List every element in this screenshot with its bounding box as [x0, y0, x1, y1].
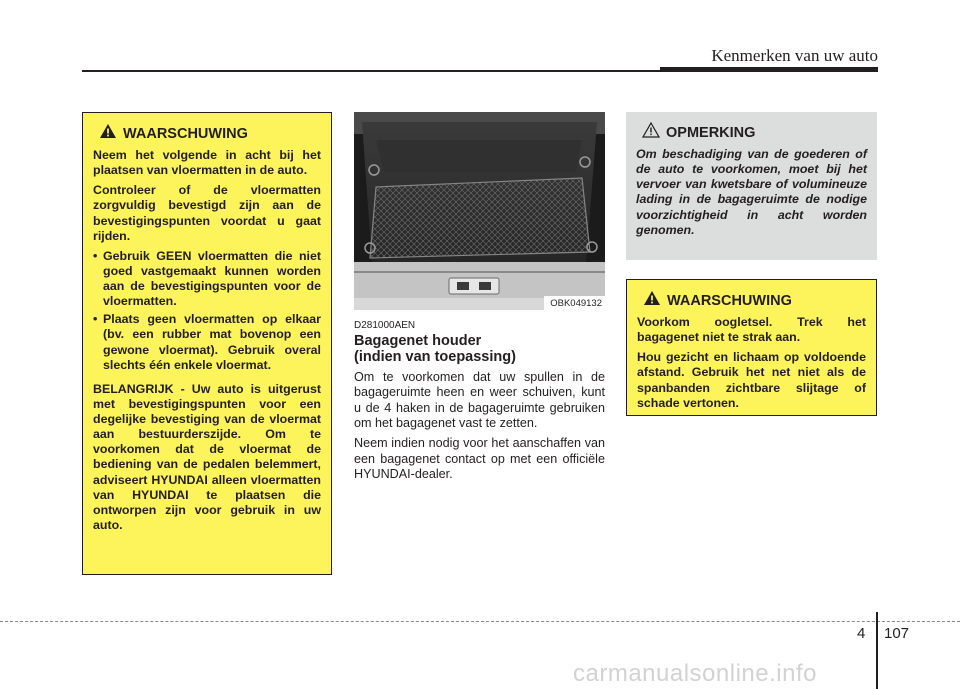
warning-bullet-list [93, 249, 321, 373]
warning-box-floor-mats [82, 112, 332, 575]
figure-caption: OBK049132 [544, 296, 605, 310]
trunk-cargo-net-photo [354, 112, 605, 310]
note-title: OPMERKING [666, 124, 756, 141]
page-number: 107 [884, 625, 910, 642]
warning-triangle-icon [643, 290, 661, 311]
warning-bullet: • Plaats geen vloermatten op elkaar (bv. een rubber mat bovenop een gewone vloermat). Gebruik overal slechts één enkele vloermat. [93, 312, 321, 373]
section-title-line: (indien van toepassing) [354, 348, 516, 365]
warning-triangle-icon [99, 123, 117, 144]
warning-paragraph: Hou gezicht en lichaam op voldoende afstand. Gebruik het net niet als de spanbanden zichtbare slijtage of schade vertonen. [637, 350, 866, 410]
warning-paragraph: Controleer of de vloermatten zorgvuldig bevestigd zijn aan de bevestigingspunten voordat u gaat rijden. [93, 183, 321, 243]
warning-heading [643, 290, 866, 311]
header-title: Kenmerken van uw auto [711, 46, 878, 65]
warning-paragraph: Voorkom oogletsel. Trek het bagagenet niet te strak aan. [637, 315, 866, 345]
warning-title: WAARSCHUWING [667, 292, 792, 309]
section-title [354, 334, 605, 365]
footer-rule [0, 621, 960, 622]
warning-heading [99, 123, 321, 144]
warning-paragraph: BELANGRIJK - Uw auto is uitgerust met bevestigingspunten voor een degelijke bevestiging van de vloermat aan bestuurderszijde. Om te voorkomen dat de vloermat de bediening van de pedalen belemmert, adviseert HYUNDAI alleen vloermatten van HYUNDAI te plaatsen die ontworpen zijn voor gebruik in uw auto. [93, 381, 321, 532]
footer-divider [876, 612, 878, 689]
section-title-line: Bagagenet houder [354, 333, 482, 349]
watermark: carmanualsonline.info [573, 660, 817, 687]
note-heading [642, 122, 867, 143]
note-text: Om beschadiging van de goederen of de auto te voorkomen, moet bij het vervoer van kwetsbare of volumineuze lading in de bagageruimte de nodige voorzichtigheid in acht worden genomen. [636, 147, 867, 237]
warning-title: WAARSCHUWING [123, 125, 248, 142]
header-rule-thick [660, 67, 878, 72]
note-box [626, 112, 877, 260]
caution-triangle-icon [642, 122, 660, 143]
body-paragraph: Om te voorkomen dat uw spullen in de bagageruimte heen en weer schuiven, kunt u de 4 haken in de bagageruimte gebruiken om het bagagenet vast te zetten. [354, 370, 605, 431]
warning-bullet: • Gebruik GEEN vloermatten die niet goed vastgemaakt kunnen worden aan de bevestigingspunten voor de vloermatten. [93, 249, 321, 310]
section-body [354, 370, 605, 488]
chapter-number: 4 [857, 625, 866, 642]
warning-box-cargo-net [626, 279, 877, 416]
warning-paragraph: Neem het volgende in acht bij het plaatsen van vloermatten in de auto. [93, 148, 321, 178]
body-paragraph: Neem indien nodig voor het aanschaffen van een bagagenet contact op met een officiële HYUNDAI-dealer. [354, 436, 605, 482]
section-code: D281000AEN [354, 320, 416, 331]
